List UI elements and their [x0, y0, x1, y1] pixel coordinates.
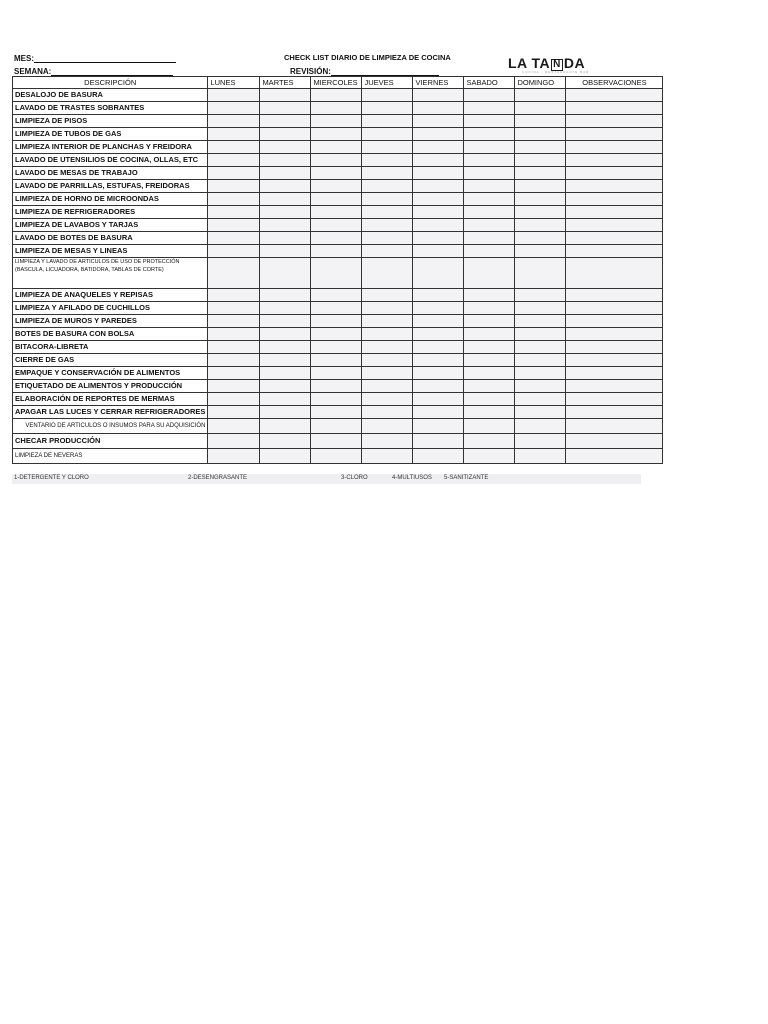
task-description: LAVADO DE MESAS DE TRABAJO	[13, 167, 208, 180]
day-check-cell[interactable]	[362, 154, 413, 167]
day-check-cell[interactable]	[311, 128, 362, 141]
task-description: CHECAR PRODUCCIÓN	[13, 434, 208, 449]
day-check-cell[interactable]	[260, 341, 311, 354]
table-row	[13, 449, 663, 464]
day-check-cell[interactable]	[260, 206, 311, 219]
day-check-cell[interactable]	[464, 258, 515, 289]
legend-item: 4-MULTIUSOS	[392, 475, 432, 481]
day-check-cell[interactable]	[208, 289, 260, 302]
observation-cell[interactable]	[566, 367, 663, 380]
day-check-cell[interactable]	[362, 219, 413, 232]
day-check-cell[interactable]	[413, 180, 464, 193]
day-check-cell[interactable]	[260, 167, 311, 180]
day-check-cell[interactable]	[413, 302, 464, 315]
task-description: ETIQUETADO DE ALIMENTOS Y PRODUCCIÓN	[13, 380, 208, 393]
day-check-cell[interactable]	[311, 328, 362, 341]
observation-cell[interactable]	[566, 434, 663, 449]
day-check-cell[interactable]	[260, 154, 311, 167]
observation-cell[interactable]	[566, 258, 663, 289]
day-check-cell[interactable]	[260, 354, 311, 367]
day-check-cell[interactable]	[464, 180, 515, 193]
day-check-cell[interactable]	[260, 115, 311, 128]
task-description: LAVADO DE PARRILLAS, ESTUFAS, FREIDORAS	[13, 180, 208, 193]
day-check-cell[interactable]	[311, 167, 362, 180]
day-check-cell[interactable]	[208, 449, 260, 464]
task-description: LIMPIEZA Y LAVADO DE ARTICULOS DE USO DE PROTECCIÓN (BASCULA, LICUADORA, BATIDORA, TABLAS DE CORTE)	[13, 258, 208, 289]
table-row	[13, 406, 663, 419]
table-row	[13, 315, 663, 328]
day-check-cell[interactable]	[208, 341, 260, 354]
day-check-cell[interactable]	[362, 89, 413, 102]
day-check-cell[interactable]	[311, 302, 362, 315]
day-check-cell[interactable]	[515, 302, 566, 315]
day-check-cell[interactable]	[464, 128, 515, 141]
revision-blank[interactable]	[331, 66, 439, 76]
day-check-cell[interactable]	[311, 393, 362, 406]
observation-cell[interactable]	[566, 406, 663, 419]
column-header: LUNES	[208, 77, 260, 89]
day-check-cell[interactable]	[413, 315, 464, 328]
day-check-cell[interactable]	[311, 341, 362, 354]
task-description: VENTARIO DE ARTICULOS O INSUMOS PARA SU ADQUISICIÓN	[13, 419, 208, 434]
day-check-cell[interactable]	[464, 354, 515, 367]
day-check-cell[interactable]	[362, 167, 413, 180]
day-check-cell[interactable]	[311, 206, 362, 219]
observation-cell[interactable]	[566, 206, 663, 219]
table-row	[13, 89, 663, 102]
observation-cell[interactable]	[566, 289, 663, 302]
day-check-cell[interactable]	[260, 193, 311, 206]
day-check-cell[interactable]	[515, 354, 566, 367]
column-header: VIERNES	[413, 77, 464, 89]
day-check-cell[interactable]	[311, 315, 362, 328]
legend-item: 2-DESENGRASANTE	[188, 475, 248, 481]
task-description: LIMPIEZA Y AFILADO DE CUCHILLOS	[13, 302, 208, 315]
day-check-cell[interactable]	[413, 89, 464, 102]
day-check-cell[interactable]	[413, 167, 464, 180]
day-check-cell[interactable]	[413, 449, 464, 464]
observation-cell[interactable]	[566, 341, 663, 354]
day-check-cell[interactable]	[464, 341, 515, 354]
day-check-cell[interactable]	[515, 328, 566, 341]
table-row	[13, 154, 663, 167]
observation-cell[interactable]	[566, 315, 663, 328]
day-check-cell[interactable]	[464, 154, 515, 167]
task-description: LAVADO DE TRASTES SOBRANTES	[13, 102, 208, 115]
task-description: LIMPIEZA DE MESAS Y LINEAS	[13, 245, 208, 258]
day-check-cell[interactable]	[362, 128, 413, 141]
day-check-cell[interactable]	[311, 354, 362, 367]
day-check-cell[interactable]	[413, 154, 464, 167]
day-check-cell[interactable]	[515, 102, 566, 115]
day-check-cell[interactable]	[311, 154, 362, 167]
day-check-cell[interactable]	[208, 367, 260, 380]
day-check-cell[interactable]	[362, 180, 413, 193]
day-check-cell[interactable]	[515, 115, 566, 128]
observation-cell[interactable]	[566, 419, 663, 434]
table-row	[13, 380, 663, 393]
task-description: LIMPIEZA DE MUROS Y PAREDES	[13, 315, 208, 328]
day-check-cell[interactable]	[464, 245, 515, 258]
day-check-cell[interactable]	[464, 289, 515, 302]
day-check-cell[interactable]	[362, 245, 413, 258]
day-check-cell[interactable]	[464, 141, 515, 154]
day-check-cell[interactable]	[208, 128, 260, 141]
day-check-cell[interactable]	[413, 341, 464, 354]
day-check-cell[interactable]	[413, 406, 464, 419]
observation-cell[interactable]	[566, 302, 663, 315]
table-row	[13, 180, 663, 193]
day-check-cell[interactable]	[413, 193, 464, 206]
day-check-cell[interactable]	[260, 406, 311, 419]
table-row	[13, 141, 663, 154]
column-header: MIERCOLES	[311, 77, 362, 89]
day-check-cell[interactable]	[260, 180, 311, 193]
day-check-cell[interactable]	[413, 232, 464, 245]
day-check-cell[interactable]	[311, 449, 362, 464]
day-check-cell[interactable]	[362, 449, 413, 464]
day-check-cell[interactable]	[311, 219, 362, 232]
observation-cell[interactable]	[566, 141, 663, 154]
day-check-cell[interactable]	[208, 219, 260, 232]
day-check-cell[interactable]	[413, 102, 464, 115]
observation-cell[interactable]	[566, 89, 663, 102]
legend-item: 5-SANITIZANTE	[444, 475, 489, 481]
day-check-cell[interactable]	[515, 393, 566, 406]
task-description: BITACORA-LIBRETA	[13, 341, 208, 354]
task-description: LIMPIEZA DE ANAQUELES Y REPISAS	[13, 289, 208, 302]
observation-cell[interactable]	[566, 193, 663, 206]
day-check-cell[interactable]	[515, 219, 566, 232]
day-check-cell[interactable]	[208, 115, 260, 128]
day-check-cell[interactable]	[208, 89, 260, 102]
day-check-cell[interactable]	[362, 393, 413, 406]
day-check-cell[interactable]	[362, 406, 413, 419]
table-row	[13, 341, 663, 354]
day-check-cell[interactable]	[208, 154, 260, 167]
day-check-cell[interactable]	[413, 219, 464, 232]
table-row	[13, 393, 663, 406]
day-check-cell[interactable]	[362, 206, 413, 219]
day-check-cell[interactable]	[362, 367, 413, 380]
day-check-cell[interactable]	[413, 206, 464, 219]
day-check-cell[interactable]	[260, 245, 311, 258]
day-check-cell[interactable]	[311, 245, 362, 258]
day-check-cell[interactable]	[362, 302, 413, 315]
day-check-cell[interactable]	[515, 206, 566, 219]
day-check-cell[interactable]	[208, 206, 260, 219]
table-row	[13, 367, 663, 380]
day-check-cell[interactable]	[515, 193, 566, 206]
observation-cell[interactable]	[566, 219, 663, 232]
checklist-table	[12, 76, 663, 464]
observation-cell[interactable]	[566, 102, 663, 115]
table-row	[13, 102, 663, 115]
mes-field	[14, 53, 176, 63]
observation-cell[interactable]	[566, 180, 663, 193]
day-check-cell[interactable]	[464, 206, 515, 219]
day-check-cell[interactable]	[515, 128, 566, 141]
day-check-cell[interactable]	[311, 232, 362, 245]
task-description: CIERRE DE GAS	[13, 354, 208, 367]
day-check-cell[interactable]	[260, 302, 311, 315]
observation-cell[interactable]	[566, 245, 663, 258]
task-description: LIMPIEZA DE REFRIGERADORES	[13, 206, 208, 219]
day-check-cell[interactable]	[311, 115, 362, 128]
day-check-cell[interactable]	[260, 393, 311, 406]
day-check-cell[interactable]	[260, 89, 311, 102]
day-check-cell[interactable]	[515, 367, 566, 380]
day-check-cell[interactable]	[413, 141, 464, 154]
day-check-cell[interactable]	[208, 302, 260, 315]
day-check-cell[interactable]	[464, 302, 515, 315]
brand-logo: LA TA N DA	[508, 55, 586, 71]
day-check-cell[interactable]	[260, 128, 311, 141]
revision-field	[290, 66, 439, 76]
column-header: DOMINGO	[515, 77, 566, 89]
table-row	[13, 354, 663, 367]
observation-cell[interactable]	[566, 449, 663, 464]
legend-item: 3-CLORO	[341, 475, 368, 481]
day-check-cell[interactable]	[515, 258, 566, 289]
column-header: JUEVES	[362, 77, 413, 89]
day-check-cell[interactable]	[208, 167, 260, 180]
day-check-cell[interactable]	[260, 367, 311, 380]
day-check-cell[interactable]	[362, 102, 413, 115]
task-description: LIMPIEZA INTERIOR DE PLANCHAS Y FREIDORA	[13, 141, 208, 154]
day-check-cell[interactable]	[311, 380, 362, 393]
day-check-cell[interactable]	[464, 434, 515, 449]
day-check-cell[interactable]	[515, 141, 566, 154]
day-check-cell[interactable]	[464, 393, 515, 406]
day-check-cell[interactable]	[413, 115, 464, 128]
day-check-cell[interactable]	[260, 258, 311, 289]
observation-cell[interactable]	[566, 393, 663, 406]
table-row	[13, 232, 663, 245]
day-check-cell[interactable]	[464, 419, 515, 434]
day-check-cell[interactable]	[464, 167, 515, 180]
day-check-cell[interactable]	[208, 354, 260, 367]
day-check-cell[interactable]	[260, 102, 311, 115]
table-row	[13, 219, 663, 232]
task-description: LAVADO DE UTENSILIOS DE COCINA, OLLAS, ETC	[13, 154, 208, 167]
day-check-cell[interactable]	[464, 219, 515, 232]
day-check-cell[interactable]	[515, 154, 566, 167]
day-check-cell[interactable]	[515, 419, 566, 434]
day-check-cell[interactable]	[464, 193, 515, 206]
day-check-cell[interactable]	[311, 289, 362, 302]
day-check-cell[interactable]	[362, 289, 413, 302]
task-description: BOTES DE BASURA CON BOLSA	[13, 328, 208, 341]
observation-cell[interactable]	[566, 167, 663, 180]
day-check-cell[interactable]	[260, 141, 311, 154]
day-check-cell[interactable]	[362, 354, 413, 367]
task-description: APAGAR LAS LUCES Y CERRAR REFRIGERADORES	[13, 406, 208, 419]
task-description: LAVADO DE BOTES DE BASURA	[13, 232, 208, 245]
day-check-cell[interactable]	[464, 380, 515, 393]
observation-cell[interactable]	[566, 328, 663, 341]
task-description: LIMPIEZA DE TUBOS DE GAS	[13, 128, 208, 141]
day-check-cell[interactable]	[208, 406, 260, 419]
day-check-cell[interactable]	[413, 328, 464, 341]
day-check-cell[interactable]	[311, 193, 362, 206]
day-check-cell[interactable]	[260, 315, 311, 328]
day-check-cell[interactable]	[515, 315, 566, 328]
day-check-cell[interactable]	[311, 434, 362, 449]
day-check-cell[interactable]	[362, 141, 413, 154]
day-check-cell[interactable]	[208, 180, 260, 193]
day-check-cell[interactable]	[464, 406, 515, 419]
day-check-cell[interactable]	[260, 289, 311, 302]
day-check-cell[interactable]	[208, 141, 260, 154]
day-check-cell[interactable]	[362, 380, 413, 393]
page-title: CHECK LIST DIARIO DE LIMPIEZA DE COCINA	[284, 53, 451, 62]
observation-cell[interactable]	[566, 115, 663, 128]
day-check-cell[interactable]	[515, 232, 566, 245]
day-check-cell[interactable]	[362, 434, 413, 449]
day-check-cell[interactable]	[515, 341, 566, 354]
day-check-cell[interactable]	[413, 128, 464, 141]
day-check-cell[interactable]	[260, 219, 311, 232]
column-header: SABADO	[464, 77, 515, 89]
semana-field	[14, 66, 173, 76]
semana-label: SEMANA:	[14, 67, 52, 76]
task-description: LIMPIEZA DE NEVERAS	[13, 449, 208, 464]
day-check-cell[interactable]	[515, 289, 566, 302]
day-check-cell[interactable]	[311, 102, 362, 115]
table-row	[13, 419, 663, 434]
brand-logo-subtitle: COCINA · RESTAURANTE BAR	[522, 70, 590, 74]
table-row	[13, 328, 663, 341]
day-check-cell[interactable]	[208, 419, 260, 434]
table-row	[13, 289, 663, 302]
day-check-cell[interactable]	[464, 115, 515, 128]
day-check-cell[interactable]	[515, 434, 566, 449]
day-check-cell[interactable]	[208, 232, 260, 245]
day-check-cell[interactable]	[311, 258, 362, 289]
day-check-cell[interactable]	[515, 449, 566, 464]
legend-item: 1-DETERGENTE Y CLORO	[14, 475, 89, 481]
day-check-cell[interactable]	[208, 102, 260, 115]
day-check-cell[interactable]	[311, 406, 362, 419]
day-check-cell[interactable]	[515, 89, 566, 102]
day-check-cell[interactable]	[311, 419, 362, 434]
day-check-cell[interactable]	[362, 328, 413, 341]
observation-cell[interactable]	[566, 232, 663, 245]
task-description: DESALOJO DE BASURA	[13, 89, 208, 102]
day-check-cell[interactable]	[311, 180, 362, 193]
day-check-cell[interactable]	[413, 245, 464, 258]
task-description: LIMPIEZA DE PISOS	[13, 115, 208, 128]
day-check-cell[interactable]	[208, 434, 260, 449]
day-check-cell[interactable]	[464, 102, 515, 115]
column-header: OBSERVACIONES	[566, 77, 663, 89]
day-check-cell[interactable]	[413, 367, 464, 380]
day-check-cell[interactable]	[311, 141, 362, 154]
day-check-cell[interactable]	[362, 315, 413, 328]
day-check-cell[interactable]	[362, 115, 413, 128]
day-check-cell[interactable]	[413, 354, 464, 367]
table-row	[13, 193, 663, 206]
day-check-cell[interactable]	[362, 193, 413, 206]
day-check-cell[interactable]	[464, 367, 515, 380]
day-check-cell[interactable]	[464, 315, 515, 328]
day-check-cell[interactable]	[362, 419, 413, 434]
task-description: LIMPIEZA DE HORNO DE MICROONDAS	[13, 193, 208, 206]
day-check-cell[interactable]	[260, 449, 311, 464]
task-description: LIMPIEZA DE LAVABOS Y TARJAS	[13, 219, 208, 232]
day-check-cell[interactable]	[362, 232, 413, 245]
day-check-cell[interactable]	[311, 367, 362, 380]
day-check-cell[interactable]	[464, 449, 515, 464]
table-header-row	[13, 77, 663, 89]
observation-cell[interactable]	[566, 154, 663, 167]
day-check-cell[interactable]	[413, 289, 464, 302]
day-check-cell[interactable]	[413, 380, 464, 393]
day-check-cell[interactable]	[260, 328, 311, 341]
product-legend	[12, 474, 641, 484]
day-check-cell[interactable]	[515, 167, 566, 180]
table-row	[13, 245, 663, 258]
day-check-cell[interactable]	[464, 232, 515, 245]
observation-cell[interactable]	[566, 380, 663, 393]
revision-label: REVISIÓN:	[290, 67, 331, 76]
mes-blank[interactable]	[34, 53, 176, 63]
task-description: EMPAQUE Y CONSERVACIÓN DE ALIMENTOS	[13, 367, 208, 380]
day-check-cell[interactable]	[208, 193, 260, 206]
day-check-cell[interactable]	[362, 341, 413, 354]
semana-blank[interactable]	[51, 66, 173, 76]
day-check-cell[interactable]	[515, 380, 566, 393]
day-check-cell[interactable]	[208, 380, 260, 393]
table-row	[13, 128, 663, 141]
day-check-cell[interactable]	[515, 406, 566, 419]
day-check-cell[interactable]	[515, 180, 566, 193]
task-description: ELABORACIÓN DE REPORTES DE MERMAS	[13, 393, 208, 406]
table-row	[13, 302, 663, 315]
day-check-cell[interactable]	[260, 380, 311, 393]
day-check-cell[interactable]	[208, 393, 260, 406]
day-check-cell[interactable]	[413, 419, 464, 434]
day-check-cell[interactable]	[362, 258, 413, 289]
column-header: DESCRIPCIÓN	[13, 77, 208, 89]
day-check-cell[interactable]	[464, 89, 515, 102]
day-check-cell[interactable]	[311, 89, 362, 102]
table-row	[13, 115, 663, 128]
day-check-cell[interactable]	[260, 419, 311, 434]
table-row	[13, 434, 663, 449]
table-row	[13, 206, 663, 219]
day-check-cell[interactable]	[208, 328, 260, 341]
day-check-cell[interactable]	[208, 315, 260, 328]
day-check-cell[interactable]	[413, 258, 464, 289]
mes-label: MES:	[14, 54, 34, 63]
day-check-cell[interactable]	[515, 245, 566, 258]
day-check-cell[interactable]	[464, 328, 515, 341]
column-header: MARTES	[260, 77, 311, 89]
observation-cell[interactable]	[566, 354, 663, 367]
day-check-cell[interactable]	[208, 245, 260, 258]
day-check-cell[interactable]	[413, 393, 464, 406]
table-row	[13, 258, 663, 289]
observation-cell[interactable]	[566, 128, 663, 141]
table-row	[13, 167, 663, 180]
day-check-cell[interactable]	[413, 434, 464, 449]
day-check-cell[interactable]	[260, 232, 311, 245]
day-check-cell[interactable]	[260, 434, 311, 449]
day-check-cell[interactable]	[208, 258, 260, 289]
